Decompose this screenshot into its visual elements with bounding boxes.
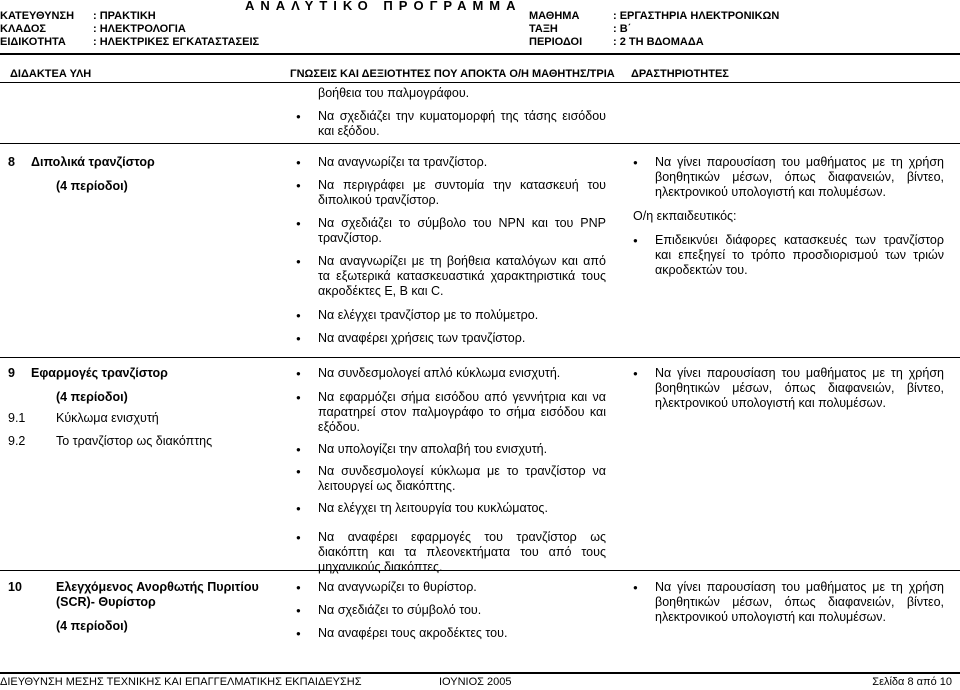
header-left-row-3: [0, 35, 259, 49]
header-value: : ΗΛΕΚΤΡΟΛΟΓΙΑ: [93, 23, 186, 35]
header-value: : ΠΡΑΚΤΙΚΗ: [93, 10, 156, 22]
row-periods: (4 περίοδοι): [56, 619, 128, 633]
footer-divider: [0, 672, 960, 674]
row-divider: [0, 357, 960, 358]
footer-date: ΙΟΥΝΙΟΣ 2005: [439, 676, 512, 688]
header-label: ΜΑΘΗΜΑ: [529, 10, 580, 22]
list-item: ● Να περιγράφει με συντομία την κατασκευή του διπολικού τρανζίστορ.: [296, 178, 606, 208]
list-item: ● Να αναγνωρίζει τα τρανζίστορ.: [296, 155, 606, 170]
header-right-row-1: [529, 9, 779, 23]
list-item: ● Να αναφέρει τους ακροδέκτες του.: [296, 626, 606, 641]
list-item: ● Να αναφέρει χρήσεις των τρανζίστορ.: [296, 331, 606, 346]
list-item: ● Να εφαρμόζει σήμα εισόδου από γεννήτρια και να παρατηρεί στον παλμογράφο το σήμα εισόδου και εξόδου.: [296, 390, 606, 435]
header-right-row-3: [529, 35, 704, 49]
document-title: ΑΝΑΛΥΤΙΚΟ ΠΡΟΓΡΑΜΜΑ: [245, 0, 522, 13]
skills-list: [296, 580, 606, 641]
activities-list: [633, 580, 944, 625]
list-item: ● Να σχεδιάζει την κυματομορφή της τάσης εισόδου και εξόδου.: [296, 109, 606, 139]
sub-number: 9.2: [8, 434, 26, 448]
list-item: ● Να συνδεσμολογεί κύκλωμα με το τρανζίστορ να λειτουργεί ως διακόπτης.: [296, 464, 606, 494]
footer-page-number: Σελίδα 8 από 10: [872, 676, 952, 688]
row-periods: (4 περίοδοι): [56, 179, 128, 193]
header-label: ΚΛΑΔΟΣ: [0, 23, 46, 35]
list-item: ● Να ελέγχει τη λειτουργία του κυκλώματος.: [296, 501, 606, 516]
list-item: ● Να σχεδιάζει το σύμβολό του.: [296, 603, 606, 618]
header-label: ΚΑΤΕΥΘΥΝΣΗ: [0, 10, 75, 22]
header-label: ΤΑΞΗ: [529, 23, 558, 35]
list-item: ● Να γίνει παρουσίαση του μαθήματος με τη χρήση βοηθητικών μέσων, όπως διαφανειών, βίντεο, ηλεκτρονικού υπολογιστή και πολυμέσων.: [633, 366, 944, 411]
row-title: Εφαρμογές τρανζίστορ: [31, 366, 168, 380]
row-periods: (4 περίοδοι): [56, 390, 128, 404]
list-item: ● Επιδεικνύει διάφορες κατασκευές των τρανζίστορ και επεξηγεί το τρόπο προσδιορισμού των τριών ακροδεκτών του.: [633, 233, 944, 278]
activities-label: Ο/η εκπαιδευτικός:: [633, 209, 737, 223]
row-divider: [0, 143, 960, 144]
row-number: 8: [8, 155, 15, 169]
activities-list: [633, 233, 944, 278]
header-divider: [0, 53, 960, 55]
header-value: : 2 ΤΗ ΒΔΟΜΑΔΑ: [613, 36, 704, 48]
list-item: ● Να αναγνωρίζει με τη βοήθεια καταλόγων και από τα εξωτερικά κατασκευαστικά χαρακτηριστικά τους ακροδέκτες E, B και C.: [296, 254, 606, 299]
activities-list: [633, 366, 944, 411]
row-divider: [0, 570, 960, 571]
list-item: ● Να συνδεσμολογεί απλό κύκλωμα ενισχυτή.: [296, 366, 606, 381]
skills-list: [296, 155, 606, 346]
skills-list: [296, 366, 606, 575]
sub-number: 9.1: [8, 411, 26, 425]
list-item: ● Να γίνει παρουσίαση του μαθήματος με τη χρήση βοηθητικών μέσων, όπως διαφανειών, βίντεο, ηλεκτρονικού υπολογιστή και πολυμέσων.: [633, 580, 944, 625]
list-item: ● Να υπολογίζει την απολαβή του ενισχυτή.: [296, 442, 606, 457]
list-item: ● Να ελέγχει τρανζίστορ με το πολύμετρο.: [296, 308, 606, 323]
header-label: ΠΕΡΙΟΔΟΙ: [529, 36, 583, 48]
header-value: : Β΄: [613, 23, 632, 35]
column-heading-content: ΔΙΔΑΚΤΕΑ ΥΛΗ: [10, 68, 92, 80]
row-title: Ελεγχόμενος Ανορθωτής Πυριτίου (SCR)- Θυρίστορ: [56, 580, 259, 609]
list-item: ● Να σχεδιάζει το σύμβολο του NPN και του PNP τρανζίστορ.: [296, 216, 606, 246]
header-label: ΕΙΔΙΚΟΤΗΤΑ: [0, 36, 66, 48]
row-number: 10: [8, 580, 22, 594]
column-heading-divider: [0, 82, 960, 83]
list-item: ● Να αναφέρει εφαρμογές του τρανζίστορ ως διακόπτη και τα πλεονεκτήματα του από τους μηχανικούς διακόπτες.: [296, 530, 606, 575]
footer-organisation: ΔΙΕΥΘΥΝΣΗ ΜΕΣΗΣ ΤΕΧΝΙΚΗΣ ΚΑΙ ΕΠΑΓΓΕΛΜΑΤΙΚΗΣ ΕΚΠΑΙΔΕΥΣΗΣ: [0, 676, 362, 688]
header-right-row-2: [529, 22, 631, 36]
column-heading-activities: ΔΡΑΣΤΗΡΙΟΤΗΤΕΣ: [631, 68, 729, 80]
column-heading-skills: ΓΝΩΣΕΙΣ ΚΑΙ ΔΕΞΙΟΤΗΤΕΣ ΠΟΥ ΑΠΟΚΤΑ Ο/Η ΜΑΘΗΤΗΣ/ΤΡΙΑ: [290, 68, 615, 80]
header-value: : ΕΡΓΑΣΤΗΡΙΑ ΗΛΕΚΤΡΟΝΙΚΩΝ: [613, 10, 780, 22]
continued-list: [296, 109, 606, 139]
sub-title: Κύκλωμα ενισχυτή: [56, 411, 159, 425]
activities-list: [633, 155, 944, 200]
row-title: Διπολικά τρανζίστορ: [31, 155, 155, 169]
header-left-row-1: [0, 9, 156, 23]
list-item: ● Να αναγνωρίζει το θυρίστορ.: [296, 580, 606, 595]
list-item: ● Να γίνει παρουσίαση του μαθήματος με τη χρήση βοηθητικών μέσων, όπως διαφανειών, βίντεο, ηλεκτρονικού υπολογιστή και πολυμέσων.: [633, 155, 944, 200]
row-number: 9: [8, 366, 15, 380]
header-left-row-2: [0, 22, 186, 36]
continued-text: βοήθεια του παλμογράφου.: [318, 86, 470, 100]
sub-title: Το τρανζίστορ ως διακόπτης: [56, 434, 213, 448]
header-value: : ΗΛΕΚΤΡΙΚΕΣ ΕΓΚΑΤΑΣΤΑΣΕΙΣ: [93, 36, 260, 48]
